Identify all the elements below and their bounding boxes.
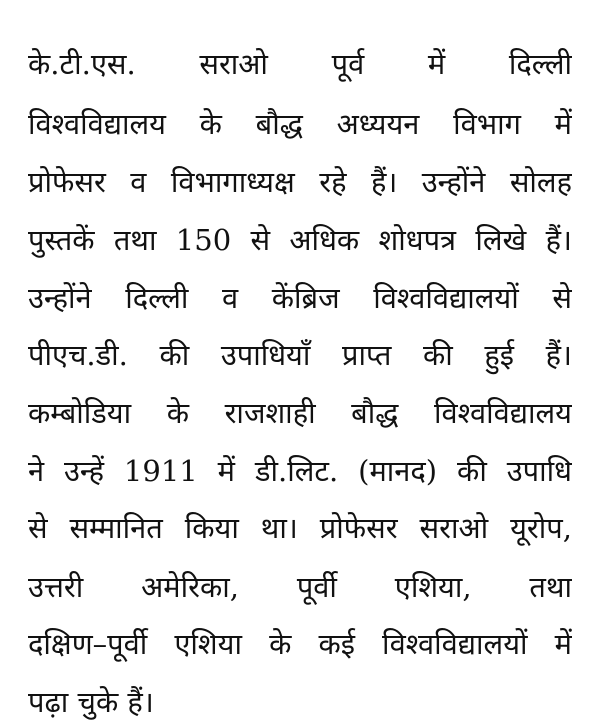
paragraph-line: पढ़ा चुके हैं। <box>28 685 154 719</box>
paragraph-line: प्रोफेसर व विभागाध्यक्ष रहे हैं। उन्होंने सोलह <box>28 165 572 199</box>
paragraph-line: विश्वविद्यालय के बौद्ध अध्ययन विभाग में <box>28 107 572 141</box>
paragraph-line: पुस्तकें तथा 150 से अधिक शोधपत्र लिखे हैं। <box>28 223 572 257</box>
paragraph-line: दक्षिण–पूर्वी एशिया के कई विश्वविद्यालयों में <box>28 627 572 661</box>
paragraph-line: ने उन्हें 1911 में डी.लिट. (मानद) की उपाधि <box>28 454 572 488</box>
paragraph-line: के.टी.एस. सराओ पूर्व में दिल्ली <box>28 47 572 81</box>
paragraph-line: उन्होंने दिल्ली व केंब्रिज विश्वविद्यालयों से <box>28 281 572 315</box>
paragraph-line: पीएच.डी. की उपाधियाँ प्राप्त की हुई हैं। <box>28 338 572 372</box>
paragraph-line: से सम्मानित किया था। प्रोफेसर सराओ यूरोप, <box>28 511 572 545</box>
paragraph-line: उत्तरी अमेरिका, पूर्वी एशिया, तथा <box>28 570 572 604</box>
paragraph-line: कम्बोडिया के राजशाही बौद्ध विश्वविद्यालय <box>28 396 572 430</box>
